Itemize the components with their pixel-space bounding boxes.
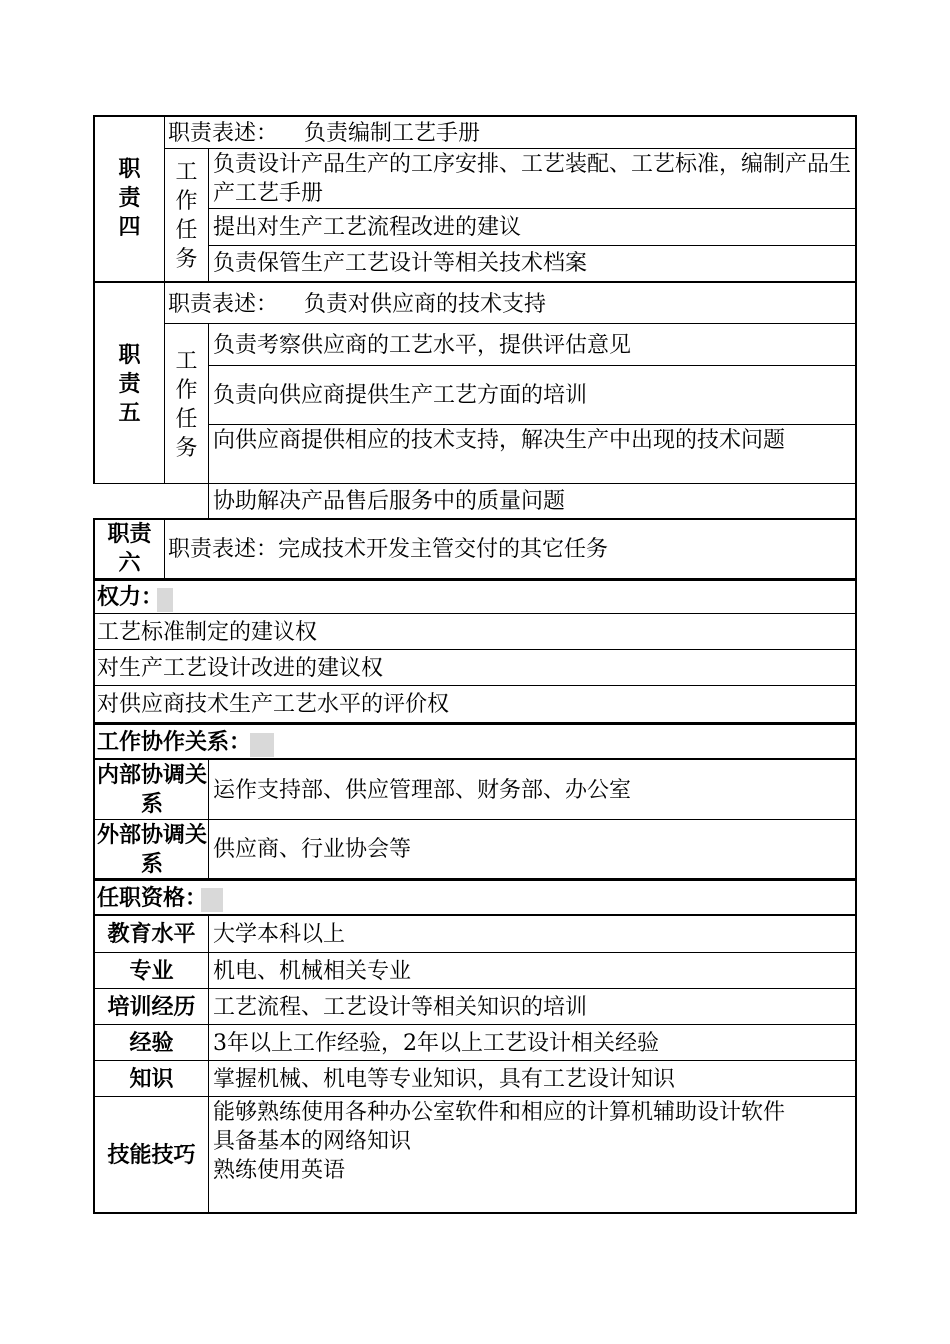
grid-line — [93, 649, 857, 650]
duty5-task-label: 工作任务 — [175, 348, 198, 461]
grid-line — [93, 578, 857, 581]
skills-line-1: 能够熟练使用各种办公室软件和相应的计算机辅助设计软件 — [213, 1100, 786, 1125]
grid-line — [93, 613, 857, 614]
training-label: 培训经历 — [107, 994, 196, 1020]
grid-line — [164, 518, 165, 578]
grid-line — [93, 518, 857, 520]
grid-line — [208, 245, 857, 246]
grid-line — [208, 915, 209, 1214]
major-label: 专业 — [129, 958, 174, 984]
power-item-3: 对供应商技术生产工艺水平的评价权 — [97, 692, 450, 717]
power-header: 权力： — [97, 584, 164, 610]
skills-label: 技能技巧 — [107, 1142, 196, 1168]
duty4-label: 职责四 — [118, 157, 141, 240]
grid-line — [93, 115, 857, 117]
knowledge-value: 掌握机械、机电等专业知识，具有工艺设计知识 — [213, 1066, 676, 1092]
relations-header: 工作协作关系： — [97, 729, 252, 755]
knowledge-label: 知识 — [129, 1066, 174, 1092]
grid-line — [208, 323, 209, 518]
internal-relations-label: 内部协调关系 — [97, 763, 208, 817]
grid-line — [93, 722, 857, 725]
duty5-task-3: 向供应商提供相应的技术支持，解决生产中出现的技术问题 — [213, 428, 786, 453]
power-item-2: 对生产工艺设计改进的建议权 — [97, 655, 384, 681]
duty4-task-3: 负责保管生产工艺设计等相关技术档案 — [213, 251, 588, 276]
training-value: 工艺流程、工艺设计等相关知识的培训 — [213, 994, 588, 1020]
grid-line — [93, 281, 857, 283]
grid-line — [164, 323, 857, 324]
grid-line — [93, 1212, 857, 1214]
skills-line-2: 具备基本的网络知识 — [213, 1129, 412, 1154]
duty5-task-4: 协助解决产品售后服务中的质量问题 — [213, 489, 566, 514]
duty6-label: 职责六 — [107, 522, 152, 576]
power-item-1: 工艺标准制定的建议权 — [97, 619, 318, 645]
grid-line — [93, 483, 857, 484]
grid-line — [93, 952, 857, 953]
external-relations-value: 供应商、行业协会等 — [213, 837, 412, 862]
grid-line — [93, 758, 857, 760]
grid-line — [208, 365, 857, 366]
qualifications-header: 任职资格： — [97, 885, 208, 911]
duty5-label: 职责五 — [118, 343, 141, 426]
skills-value — [213, 1098, 855, 1212]
grid-line — [93, 819, 857, 820]
grid-line — [164, 148, 857, 149]
education-value: 大学本科以上 — [213, 922, 346, 947]
grid-line — [208, 148, 209, 281]
grid-line — [93, 685, 857, 686]
grid-line — [93, 914, 857, 916]
duty4-task-1: 负责设计产品生产的工序安排、工艺装配、工艺标准，编制产品生产工艺手册 — [213, 152, 852, 206]
external-relations-label: 外部协调关系 — [97, 822, 208, 877]
education-label: 教育水平 — [107, 922, 196, 947]
grid-line — [93, 1024, 857, 1025]
grid-line — [93, 1096, 857, 1097]
grid-line — [93, 988, 857, 989]
duty4-task-label: 工作任务 — [175, 159, 198, 272]
grid-line — [93, 518, 95, 1214]
experience-value: 3年以上工作经验，2年以上工艺设计相关经验 — [213, 1030, 659, 1056]
internal-relations-value: 运作支持部、供应管理部、财务部、办公室 — [213, 777, 632, 803]
grid-line — [93, 1060, 857, 1061]
duty5-statement: 职责表述： 负责对供应商的技术支持 — [168, 291, 547, 317]
duty5-task-1: 负责考察供应商的工艺水平，提供评估意见 — [213, 332, 632, 358]
grid-line — [93, 115, 95, 483]
grid-line — [208, 208, 857, 209]
duty4-statement: 职责表述： 负责编制工艺手册 — [168, 120, 481, 146]
duty4-task-2: 提出对生产工艺流程改进的建议 — [213, 214, 522, 240]
grid-line — [208, 424, 857, 425]
grid-line — [93, 878, 857, 881]
skills-line-3: 熟练使用英语 — [213, 1158, 346, 1183]
major-value: 机电、机械相关专业 — [213, 958, 412, 984]
experience-label: 经验 — [129, 1030, 174, 1056]
grid-line — [855, 115, 857, 1214]
duty5-task-2: 负责向供应商提供生产工艺方面的培训 — [213, 382, 588, 408]
grid-line — [164, 115, 165, 483]
duty6-statement: 职责表述：完成技术开发主管交付的其它任务 — [168, 536, 609, 562]
